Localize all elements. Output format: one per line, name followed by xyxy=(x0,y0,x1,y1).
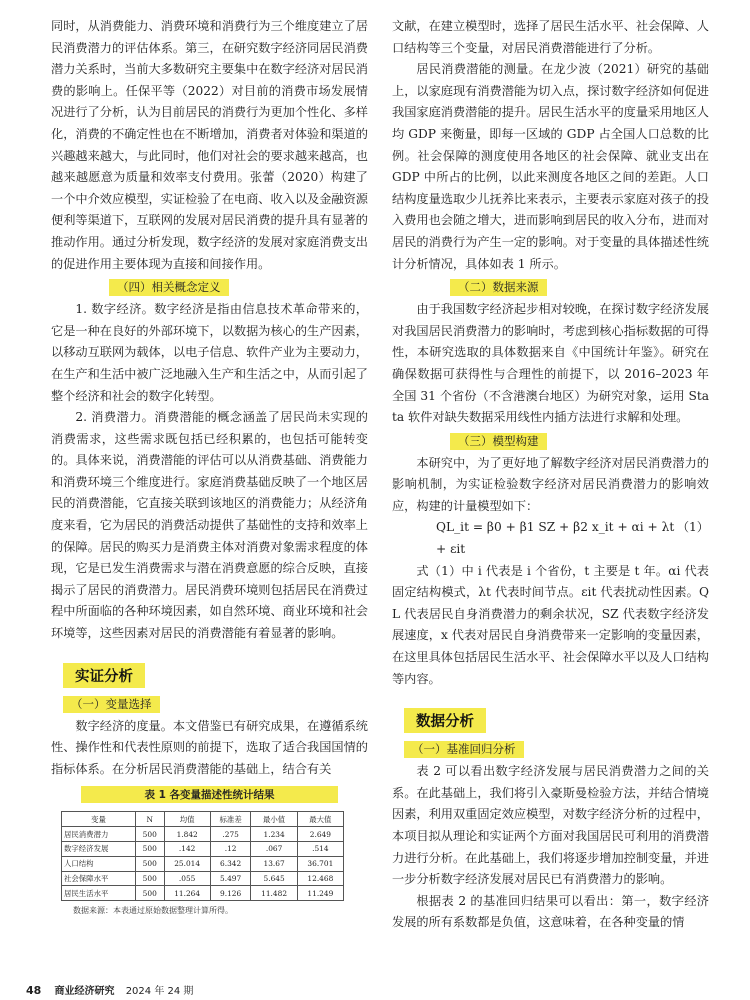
subheading-data-source: （二）数据来源 xyxy=(450,279,547,296)
right-paragraph-formula-explanation: 式（1）中 i 代表是 i 个省份，t 主要是 t 年。αi 代表固定结构模式，λt 代表时间节点。εit 代表扰动性因素。QL 代表居民自身消费潜力的剩余状况，SZ 代表数字经济发展速度，x 代表对居民自身消费带来一定影响的变量因素，在这里具体包括居民生活水平、社会保障水平以及人口结构等内容。 xyxy=(392,563,709,686)
header-mean: 均值 xyxy=(164,812,210,827)
page-footer xyxy=(26,982,193,997)
left-paragraph-1: 同时，从消费能力、消费环境和消费行为三个维度建立了居民消费潜力的评估体系。第三，在研究数字经济同居民消费潜力关系时，当前大多数研究主要集中在数字经济对居民消费的影响上。任保平等（2022）对目前的消费市场发展情况进行了分析，认为目前居民的消费行为更加个性化、多样化，消费的不确定性也在不断增加，消费者对体验和渠道的兴趣越来越大，与此同时，他们对社会的要求越来越高，也越来越愿意为质量和效率支付费用。张蕾（2020）构建了一个中介效应模型，实证检验了在电商、收入以及金融资源便利等渠道下，互联网的发展对居民消费的提升具有显著的推动作用。通过分析发现，数字经济的发展对家庭消费支出的促进作用主要体现为直接和间接作用。 xyxy=(51,19,368,271)
table-cell: 居民消费潜力 xyxy=(62,827,136,842)
right-paragraph-model-intro: 本研究中，为了更好地了解数字经济对居民消费潜力的影响机制，为实证检验数字经济对居民消费潜力的影响效应，构建的计量模型如下： xyxy=(392,455,709,513)
right-paragraph-measurement: 居民消费潜能的测量。在龙少波（2021）研究的基础上，以家庭现有消费潜能为切入点，探讨数字经济如何促进我国家庭消费潜能的提升。居民生活水平的度量采用地区人均 GDP 来衡量，即每一区域的 GDP 占全国人口总数的比例。社会保障的测度使用各地区的社会保障、就业支出在 GDP 中所占的比例，以此来测度各地区之间的差距。人口结构度量选取少儿抚养比来表示，主要表示家庭对孩子的投入费用也会随之增大，进而影响到居民的收入分布，进而对居民的消费行为产生一定的影响。对于变量的具体描述性统计分析情况，具体如表 1 所示。 xyxy=(392,62,709,271)
table-cell: 500 xyxy=(135,856,164,871)
subheading-variable-selection: （一）变量选择 xyxy=(63,696,160,713)
left-paragraph-variable-selection: 数字经济的度量。本文借鉴已有研究成果，在遵循系统性、操作性和代表性原则的前提下，选取了适合我国国情的指标体系。在分析居民消费潜能的基础上，结合有关 xyxy=(51,718,368,776)
header-variable: 变量 xyxy=(62,812,136,827)
table-header-row xyxy=(62,812,344,827)
table-row xyxy=(62,886,344,901)
table-cell: 1.842 xyxy=(164,827,210,842)
table-cell: .067 xyxy=(251,842,297,857)
left-column xyxy=(51,16,368,916)
subheading-baseline-regression: （一）基准回归分析 xyxy=(404,741,524,758)
right-column xyxy=(392,16,709,934)
table-cell: 2.649 xyxy=(297,827,343,842)
header-n: N xyxy=(135,812,164,827)
table-cell: 5.497 xyxy=(210,871,251,886)
table-1-title: 表 1 各变量描述性统计结果 xyxy=(81,786,338,803)
journal-issue: 2024 年 24 期 xyxy=(125,986,194,997)
table-cell: 12.468 xyxy=(297,871,343,886)
table-cell: 9.126 xyxy=(210,886,251,901)
header-max: 最大值 xyxy=(297,812,343,827)
journal-name: 商业经济研究 xyxy=(54,986,115,997)
table-cell: 500 xyxy=(135,871,164,886)
table-cell: 11.482 xyxy=(251,886,297,901)
left-paragraph-digital-economy: 1. 数字经济。数字经济是指由信息技术革命带来的，它是一种在良好的外部环境下，以数据为核心的生产因素，以移动互联网为载体，以电子信息、软件产业为主要动力，在生产和生活中被广泛地融入生产和生活之中，从而引起了整个经济和社会的数字化转型。 xyxy=(51,302,368,403)
left-paragraph-consumption-potential: 2. 消费潜力。消费潜能的概念涵盖了居民尚未实现的消费需求，这些需求既包括已经积累的，也包括可能转变的。具体来说，消费潜能的评估可以从消费基础、消费能力和消费环境三个维度进行。家庭消费基础反映了一个地区居民的消费潜能，它直接关联到该地区的消费能力；从经济角度来看，它为居民的消费活动提供了基础性的支持和效率上的保障。居民的购买力是消费主体对消费对象需求程度的体现，它是已发生消费需求与潜在消费意愿的综合反映，直接揭示了居民的消费潜力。居民消费环境则包括居民在消费过程中所面临的各种环境因素，如自然环境、商业环境和社会环境等，这些因素对居民的消费潜能有着显著的影响。 xyxy=(51,410,368,641)
formula-expression: QL_it = β0 + β1 SZ + β2 x_it + αi + λt + εit xyxy=(436,520,675,557)
page-number: 48 xyxy=(26,984,42,997)
table-cell: 人口结构 xyxy=(62,856,136,871)
table-cell: 500 xyxy=(135,842,164,857)
table-cell: .514 xyxy=(297,842,343,857)
right-paragraph-1: 文献，在建立模型时，选择了居民生活水平、社会保障、人口结构等三个变量，对居民消费潜能进行了分析。 xyxy=(392,19,709,55)
subheading-concept-definitions: （四）相关概念定义 xyxy=(109,279,229,296)
right-paragraph-baseline-regression: 表 2 可以看出数字经济发展与居民消费潜力之间的关系。在此基础上，我们将引入豪斯曼检验方法，并结合情境因素，利用双重固定效应模型，对数字经济分析的过程中，本项目拟从理论和实证两个方面对我国居民可利用的消费潜力进行分析。在此基础上，我们将逐步增加控制变量，并进一步分析数字经济发展对居民已有消费潜力的影响。 xyxy=(392,764,709,887)
right-paragraph-data-source: 由于我国数字经济起步相对较晚，在探讨数字经济发展对我国居民消费潜力的影响时，考虑到核心指标数据的可得性，本研究选取的具体数据来自《中国统计年鉴》。研究在确保数据可获得性与合理性的前提下，以 2016–2023 年全国 31 个省份（不含港澳台地区）为研究对象，运用 Stata 软件对缺失数据采用线性内插方法进行求解和处理。 xyxy=(392,302,709,425)
table-row xyxy=(62,856,344,871)
table-cell: 1.234 xyxy=(251,827,297,842)
table-cell: .12 xyxy=(210,842,251,857)
section-heading-empirical-analysis: 实证分析 xyxy=(63,663,145,688)
section-heading-data-analysis: 数据分析 xyxy=(404,708,486,733)
header-min: 最小值 xyxy=(251,812,297,827)
table-row xyxy=(62,842,344,857)
table-cell: 13.67 xyxy=(251,856,297,871)
table-row xyxy=(62,827,344,842)
table-1-source-note: 数据来源：本表通过原始数据整理计算所得。 xyxy=(73,906,233,916)
descriptive-statistics-table xyxy=(61,811,344,901)
right-paragraph-results: 根据表 2 的基准回归结果可以看出：第一，数字经济发展的所有系数都是负值，这意味着，在各种变量的情 xyxy=(392,893,709,930)
table-cell: 25.014 xyxy=(164,856,210,871)
table-cell: .142 xyxy=(164,842,210,857)
regression-formula xyxy=(392,517,709,560)
table-cell: 6.342 xyxy=(210,856,251,871)
header-std: 标准差 xyxy=(210,812,251,827)
table-cell: 500 xyxy=(135,886,164,901)
formula-number: （1） xyxy=(676,520,709,535)
table-cell: .275 xyxy=(210,827,251,842)
subheading-model-construction: （三）模型构建 xyxy=(450,433,547,450)
table-row xyxy=(62,871,344,886)
table-cell: 11.264 xyxy=(164,886,210,901)
table-cell: 36.701 xyxy=(297,856,343,871)
table-cell: 500 xyxy=(135,827,164,842)
table-cell: 数字经济发展 xyxy=(62,842,136,857)
table-cell: 社会保障水平 xyxy=(62,871,136,886)
table-cell: 11.249 xyxy=(297,886,343,901)
table-cell: 5.645 xyxy=(251,871,297,886)
table-cell: 居民生活水平 xyxy=(62,886,136,901)
table-cell: .055 xyxy=(164,871,210,886)
